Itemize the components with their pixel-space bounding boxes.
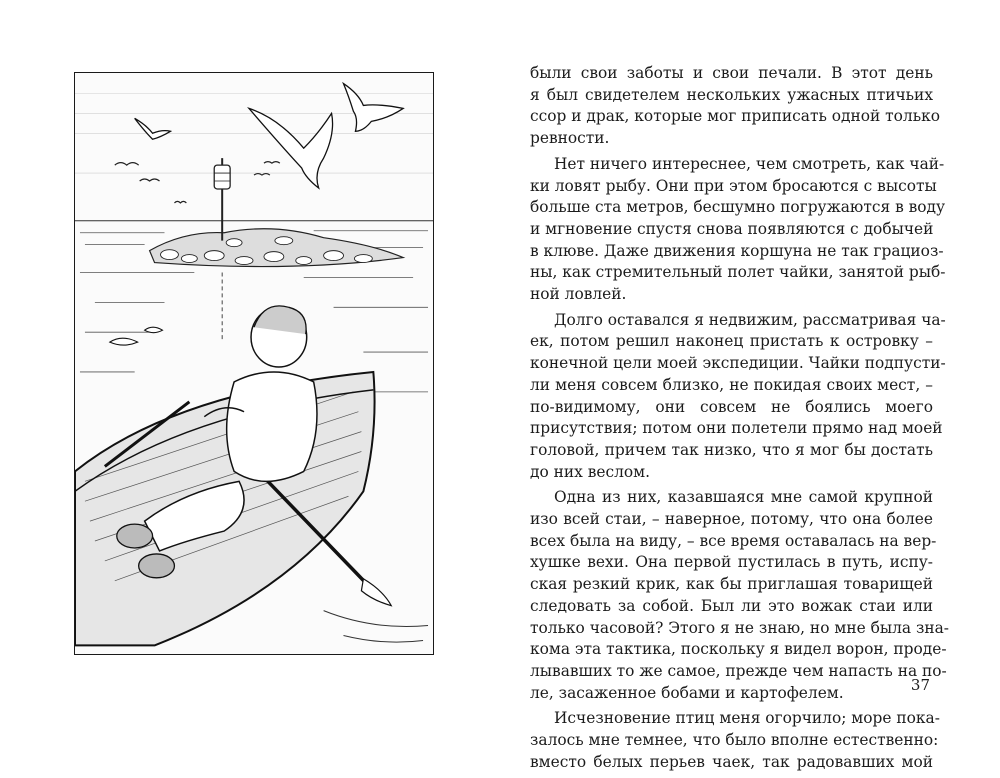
text-line: кома эта тактика, поскольку я видел ворон, проде- bbox=[530, 640, 947, 659]
text-line: только часовой? Этого я не знаю, но мне была зна- bbox=[530, 618, 949, 637]
text-line: вместо белых перьев чаек, так радовавших мой bbox=[530, 752, 933, 771]
text-line: всех была на виду, – все время оставалась на вер- bbox=[530, 531, 937, 550]
text-line: конечной цели моей экспедиции. Чайки подпусти- bbox=[530, 354, 946, 373]
text-line: залось мне темнее, что было вполне естественно: bbox=[530, 731, 939, 750]
text-line: ной ловлей. bbox=[530, 285, 627, 304]
text-line: ны, как стремительный полет чайки, занятой рыб- bbox=[530, 263, 946, 282]
text-column bbox=[530, 63, 949, 778]
text-line: до них веслом. bbox=[530, 462, 651, 481]
text-line: изо всей стаи, – наверное, потому, что она более bbox=[530, 510, 933, 529]
text-line: в клюве. Даже движения коршуна не так грациоз- bbox=[530, 241, 944, 260]
text-line: и мгновение спустя снова появляются с добычей bbox=[530, 219, 934, 238]
text-line: ле, засаженное бобами и картофелем. bbox=[530, 683, 844, 702]
text-line: больше ста метров, бесшумно погружаются в воду bbox=[530, 198, 946, 217]
paragraph bbox=[530, 154, 946, 306]
text-line: я был свидетелем нескольких ужасных птичьих bbox=[530, 85, 933, 104]
text-line: Одна из них, казавшаяся мне самой крупной bbox=[554, 488, 933, 507]
text-line: присутствия; потом они полетели прямо над моей bbox=[530, 419, 943, 438]
paragraph bbox=[530, 310, 946, 484]
text-line: ссор и драк, которые мог приписать одной только bbox=[530, 107, 940, 126]
text-line: Долго оставался я недвижим, рассматривая ча- bbox=[554, 310, 946, 329]
text-line: ская резкий крик, как бы приглашая товарищей bbox=[530, 575, 933, 594]
text-line: Исчезновение птиц меня огорчило; море пока- bbox=[554, 709, 940, 728]
paragraph bbox=[530, 708, 940, 773]
paragraph bbox=[530, 63, 940, 150]
boy-rowboat-illustration bbox=[75, 73, 433, 654]
page-number: 37 bbox=[910, 676, 930, 694]
text-line: головой, причем так низко, что я мог бы достать bbox=[530, 440, 933, 459]
text-line: следовать за собой. Был ли это вожак стаи или bbox=[530, 596, 933, 615]
text-line: ек, потом решил наконец пристать к островку – bbox=[530, 332, 933, 351]
text-line: Нет ничего интереснее, чем смотреть, как чай- bbox=[554, 154, 945, 173]
text-line: ревности. bbox=[530, 129, 610, 148]
paragraph bbox=[530, 487, 949, 704]
text-line: лывавших то же самое, прежде чем напасть на по- bbox=[530, 661, 947, 680]
text-line: ли меня совсем близко, не покидая своих мест, – bbox=[530, 375, 933, 394]
text-line: хушке вехи. Она первой пустилась в путь, испу- bbox=[530, 553, 933, 572]
text-line: были свои заботы и свои печали. В этот день bbox=[530, 64, 933, 82]
text-line: ки ловят рыбу. Они при этом бросаются с высоты bbox=[530, 176, 937, 195]
illustration bbox=[74, 72, 434, 655]
text-line: по-видимому, они совсем не боялись моего bbox=[530, 397, 933, 416]
